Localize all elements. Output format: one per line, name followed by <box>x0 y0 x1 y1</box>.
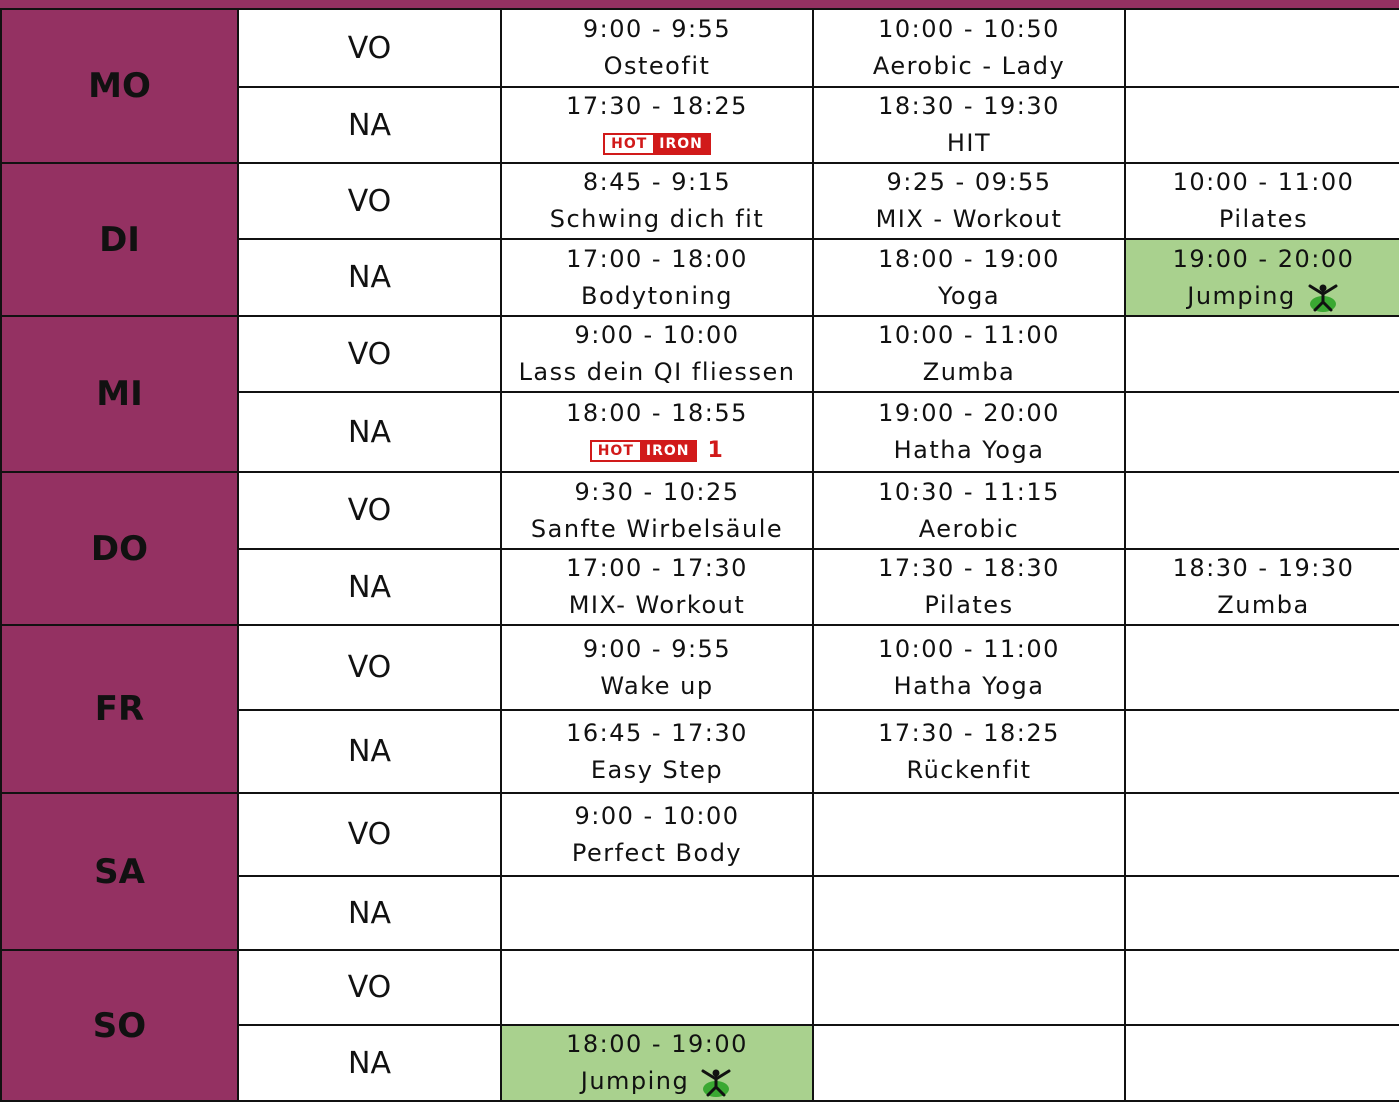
class-name: Osteofit <box>603 52 711 80</box>
class-time: 18:30 - 19:30 <box>1172 554 1355 582</box>
class-name: Sanfte Wirbelsäule <box>530 514 784 543</box>
period-label: NA <box>238 1025 501 1101</box>
class-name: Aerobic - Lady <box>872 52 1066 80</box>
class-time: 9:00 - 9:55 <box>582 634 732 663</box>
class-name-line <box>814 125 1124 162</box>
day-label: SA <box>1 793 238 950</box>
schedule-row <box>1 793 1399 876</box>
empty-slot <box>813 876 1125 950</box>
class-slot <box>813 710 1125 793</box>
class-time: 17:30 - 18:25 <box>878 718 1060 747</box>
class-slot <box>1125 239 1399 316</box>
schedule-row <box>1 950 1399 1025</box>
hot-iron-iron-text: IRON <box>653 135 709 153</box>
class-time: 16:45 - 17:30 <box>566 718 748 747</box>
period-label: NA <box>238 392 501 472</box>
class-time: 10:00 - 11:00 <box>878 634 1060 663</box>
class-slot <box>501 316 813 392</box>
class-slot <box>501 392 813 472</box>
class-slot <box>813 239 1125 316</box>
empty-slot <box>1125 793 1399 876</box>
jumping-person-icon <box>1306 282 1340 312</box>
class-name: Zumba <box>922 358 1016 386</box>
class-time: 9:30 - 10:25 <box>574 477 740 506</box>
class-slot <box>501 9 813 87</box>
period-label: VO <box>238 163 501 239</box>
period-label: NA <box>238 876 501 950</box>
class-name-line <box>502 835 812 872</box>
period-label: VO <box>238 625 501 710</box>
hot-iron-logo <box>502 125 812 162</box>
empty-slot <box>1125 472 1399 549</box>
class-name-line <box>814 752 1124 789</box>
class-name: Pilates <box>924 591 1014 619</box>
class-time: 10:30 - 11:15 <box>878 477 1060 506</box>
empty-slot <box>1125 9 1399 87</box>
schedule-row <box>1 163 1399 239</box>
hot-iron-logo <box>502 432 812 470</box>
class-name-line <box>814 48 1124 85</box>
empty-slot <box>501 950 813 1025</box>
class-time: 17:30 - 18:25 <box>566 92 748 120</box>
class-time: 17:00 - 17:30 <box>566 554 748 582</box>
period-label: VO <box>238 793 501 876</box>
day-label: DO <box>1 472 238 625</box>
class-slot <box>813 625 1125 710</box>
class-name: Hatha Yoga <box>893 436 1045 464</box>
class-name-line <box>1126 201 1399 238</box>
period-label: NA <box>238 549 501 625</box>
day-label: MI <box>1 316 238 472</box>
schedule-row <box>1 625 1399 710</box>
class-name-line <box>502 511 812 548</box>
class-time: 10:00 - 11:00 <box>1172 168 1355 196</box>
empty-slot <box>1125 625 1399 710</box>
period-label: NA <box>238 239 501 316</box>
class-slot <box>1125 163 1399 239</box>
class-slot <box>813 392 1125 472</box>
period-label: VO <box>238 316 501 392</box>
empty-slot <box>1125 950 1399 1025</box>
class-slot <box>501 793 813 876</box>
class-name: Pilates <box>1218 205 1309 233</box>
schedule-row <box>1 472 1399 549</box>
class-name-line <box>502 587 812 624</box>
class-name-line <box>814 354 1124 391</box>
schedule-row <box>1 9 1399 87</box>
class-name-line <box>502 1063 812 1100</box>
class-slot <box>813 163 1125 239</box>
jumping-person-icon <box>699 1067 733 1097</box>
class-time: 10:00 - 10:50 <box>878 15 1060 43</box>
class-name: Yoga <box>937 281 1001 310</box>
class-name: MIX- Workout <box>568 591 746 619</box>
class-time: 18:30 - 19:30 <box>878 92 1060 120</box>
class-time: 17:30 - 18:30 <box>878 554 1060 582</box>
class-name-line <box>814 278 1124 315</box>
class-slot <box>501 239 813 316</box>
class-time: 8:45 - 9:15 <box>582 168 732 196</box>
empty-slot <box>1125 876 1399 950</box>
class-time: 17:00 - 18:00 <box>566 244 748 273</box>
hot-iron-hot-text: HOT <box>605 135 653 153</box>
day-label: FR <box>1 625 238 793</box>
class-name: Hatha Yoga <box>893 671 1045 700</box>
class-name: MIX - Workout <box>875 205 1063 233</box>
class-name-line <box>1126 587 1399 624</box>
class-time: 19:00 - 20:00 <box>878 399 1060 427</box>
class-slot <box>813 316 1125 392</box>
class-slot <box>813 549 1125 625</box>
class-name: Rückenfit <box>906 755 1032 784</box>
class-name: Bodytoning <box>580 281 733 310</box>
class-time: 9:00 - 9:55 <box>582 15 732 43</box>
hot-iron-icon <box>590 440 698 462</box>
class-name: Aerobic <box>918 514 1020 543</box>
class-name-line <box>502 752 812 789</box>
empty-slot <box>1125 316 1399 392</box>
class-name-line <box>814 201 1124 238</box>
day-label: MO <box>1 9 238 163</box>
class-name-line <box>814 668 1124 705</box>
class-slot <box>813 472 1125 549</box>
class-slot <box>501 472 813 549</box>
class-time: 19:00 - 20:00 <box>1172 244 1355 273</box>
class-name-line <box>814 432 1124 469</box>
class-slot <box>501 549 813 625</box>
class-name-line <box>502 354 812 391</box>
class-name-line <box>814 511 1124 548</box>
class-slot <box>501 87 813 163</box>
class-time: 9:25 - 09:55 <box>886 168 1052 196</box>
class-slot <box>813 87 1125 163</box>
course-schedule-table <box>0 8 1399 1102</box>
class-time: 18:00 - 19:00 <box>878 244 1060 273</box>
class-name-line <box>502 48 812 85</box>
empty-slot <box>1125 1025 1399 1101</box>
class-slot <box>501 625 813 710</box>
class-name: Lass dein QI fliessen <box>518 358 796 386</box>
class-slot <box>501 163 813 239</box>
class-name-line <box>502 278 812 315</box>
empty-slot <box>813 950 1125 1025</box>
period-label: NA <box>238 87 501 163</box>
hot-iron-icon <box>603 133 711 155</box>
hot-iron-iron-text: IRON <box>640 442 696 460</box>
period-label: NA <box>238 710 501 793</box>
empty-slot <box>501 876 813 950</box>
period-label: VO <box>238 9 501 87</box>
class-time: 10:00 - 11:00 <box>878 321 1060 349</box>
day-label: DI <box>1 163 238 316</box>
class-slot <box>501 1025 813 1101</box>
class-time: 18:00 - 18:55 <box>566 398 748 427</box>
class-time: 18:00 - 19:00 <box>566 1030 748 1058</box>
empty-slot <box>813 793 1125 876</box>
class-time: 9:00 - 10:00 <box>574 801 740 830</box>
class-name: Easy Step <box>590 755 724 784</box>
empty-slot <box>1125 392 1399 472</box>
class-name: HIT <box>946 129 992 157</box>
class-name: Schwing dich fit <box>549 205 765 233</box>
class-name: Jumping <box>1187 281 1296 310</box>
class-name: Jumping <box>580 1067 690 1095</box>
empty-slot <box>1125 710 1399 793</box>
class-slot <box>501 710 813 793</box>
empty-slot <box>1125 87 1399 163</box>
class-slot <box>1125 549 1399 625</box>
period-label: VO <box>238 472 501 549</box>
class-name-line <box>502 201 812 238</box>
class-name: Zumba <box>1217 591 1310 619</box>
class-time: 9:00 - 10:00 <box>574 321 740 349</box>
class-name: Wake up <box>600 671 714 700</box>
day-label: SO <box>1 950 238 1101</box>
class-name-line <box>814 587 1124 624</box>
hot-iron-number: 1 <box>707 438 725 464</box>
schedule-row <box>1 316 1399 392</box>
period-label: VO <box>238 950 501 1025</box>
class-name: Perfect Body <box>571 838 743 867</box>
hot-iron-hot-text: HOT <box>592 442 640 460</box>
class-slot <box>813 9 1125 87</box>
class-name-line <box>502 668 812 705</box>
empty-slot <box>813 1025 1125 1101</box>
class-name-line <box>1126 278 1399 315</box>
